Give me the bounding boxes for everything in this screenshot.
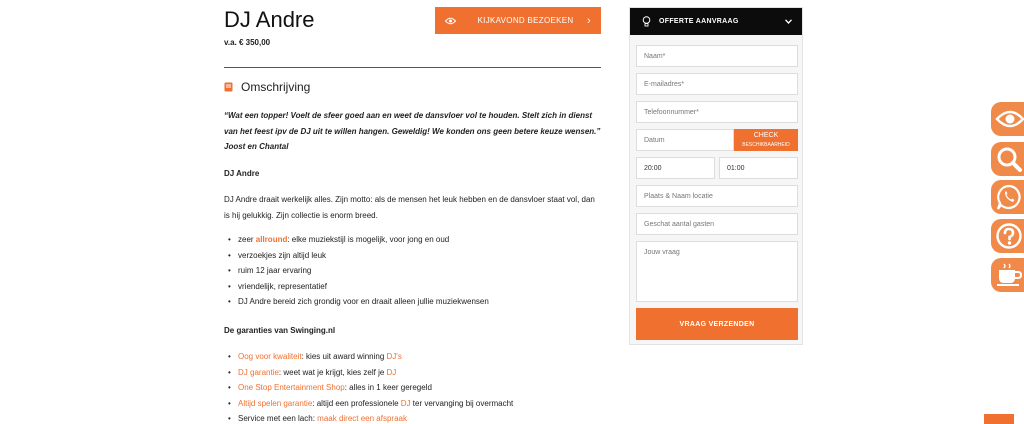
- always-play-link[interactable]: Altijd spelen garantie: [238, 398, 313, 408]
- panel-header-label: OFFERTE AANVRAAG: [659, 18, 739, 25]
- book-icon: [224, 82, 233, 92]
- date-field[interactable]: Datum: [636, 129, 734, 151]
- price-label: v.a. € 350,00: [224, 38, 271, 47]
- side-coffee-button[interactable]: [991, 258, 1024, 292]
- side-help-button[interactable]: [991, 219, 1024, 253]
- eye-icon: [445, 17, 456, 25]
- description-body: [224, 108, 601, 424]
- chevron-right-icon: ›: [587, 14, 591, 27]
- whatsapp-icon: [995, 183, 1023, 211]
- guarantee-list: [224, 349, 601, 424]
- description-heading: [224, 80, 310, 94]
- list-item: [224, 365, 601, 381]
- side-search-button[interactable]: [991, 142, 1024, 176]
- name-field[interactable]: Naam*: [636, 45, 798, 67]
- quote-request-panel: [629, 7, 803, 345]
- dj-link[interactable]: DJ: [400, 398, 411, 408]
- eye-icon: [995, 108, 1024, 130]
- list-item: • ruim 12 jaar ervaring: [224, 263, 601, 279]
- panel-header[interactable]: [630, 8, 802, 35]
- side-whatsapp-button[interactable]: [991, 180, 1024, 214]
- coffee-icon: [995, 262, 1024, 288]
- time-end-field[interactable]: 01:00: [719, 157, 798, 179]
- location-field[interactable]: Plaats & Naam locatie: [636, 185, 798, 207]
- text: : elke muziekstijl is mogelijk, voor jong en oud: [287, 235, 450, 244]
- lightbulb-icon: [642, 16, 651, 27]
- one-stop-link[interactable]: One Stop Entertainment Shop: [238, 383, 345, 392]
- text: : kies uit award winning: [301, 352, 387, 361]
- list-item: [224, 349, 601, 365]
- list-item: [224, 380, 601, 396]
- send-question-button[interactable]: VRAAG VERZENDEN: [636, 308, 798, 340]
- text: zeer: [238, 235, 256, 244]
- dj-subtitle: DJ Andre: [224, 168, 260, 178]
- list-item: • verzoekjes zijn altijd leuk: [224, 248, 601, 264]
- question-textarea[interactable]: Jouw vraag: [636, 241, 798, 302]
- quality-link[interactable]: Oog voor kwaliteit: [238, 352, 302, 361]
- visit-button-label: KIJKAVOND BEZOEKEN: [477, 16, 574, 25]
- list-item: [224, 232, 601, 248]
- dj-paragraph: DJ Andre draait werkelijk alles. Zijn motto: als de mensen het leuk hebben en de dansvloer staat vol, dan is hij gelukkig. Zijn collectie is enorm breed.: [224, 195, 595, 220]
- guests-field[interactable]: Geschat aantal gasten: [636, 213, 798, 235]
- chevron-down-icon: [785, 19, 792, 24]
- text: : weet wat je krijgt, kies zelf je: [278, 367, 387, 377]
- list-item: • vriendelijk, representatief: [224, 279, 601, 295]
- help-icon: [995, 222, 1023, 250]
- guarantees-title: De garanties van Swinging.nl: [224, 325, 336, 335]
- time-start-field[interactable]: 20:00: [636, 157, 715, 179]
- text: : alles in 1 keer geregeld: [344, 383, 432, 392]
- text: ter vervanging bij overmacht: [410, 398, 514, 408]
- visit-evening-button[interactable]: [435, 7, 601, 34]
- dj-link[interactable]: DJ: [386, 367, 397, 377]
- list-item: [224, 396, 601, 412]
- allround-highlight: allround: [255, 235, 288, 244]
- djs-link[interactable]: DJ's: [386, 352, 402, 361]
- check-sublabel: BESCHIKBAARHEID: [742, 142, 790, 148]
- side-view-button[interactable]: [991, 102, 1024, 136]
- dj-guarantee-link[interactable]: DJ garantie: [238, 367, 279, 377]
- check-availability-button[interactable]: [734, 129, 798, 151]
- scroll-to-top-button[interactable]: [984, 414, 1014, 424]
- list-item: • DJ Andre bereid zich grondig voor en draait alleen jullie muziekwensen: [224, 294, 601, 310]
- page-title: DJ Andre: [224, 7, 315, 32]
- description-heading-label: Omschrijving: [241, 80, 311, 94]
- appointment-link[interactable]: maak direct een afspraak: [317, 414, 407, 423]
- text: : altijd een professionele: [312, 398, 401, 408]
- testimonial-quote: “Wat een topper! Voelt de sfeer goed aan en weet de dansvloer vol te houden. Stelt zich in dienst van het feest ipv de DJ uit te willen hangen. Geweldig! We konden ons geen betere keuze wensen.” Joost en Chantal: [224, 111, 601, 151]
- search-icon: [995, 145, 1023, 173]
- text: Service met een lach:: [238, 414, 318, 423]
- check-label: CHECK: [753, 132, 779, 139]
- list-item: [224, 411, 601, 424]
- divider: [224, 67, 601, 68]
- phone-field[interactable]: Telefoonnummer*: [636, 101, 798, 123]
- email-field[interactable]: E-mailadres*: [636, 73, 798, 95]
- feature-list: [224, 232, 601, 310]
